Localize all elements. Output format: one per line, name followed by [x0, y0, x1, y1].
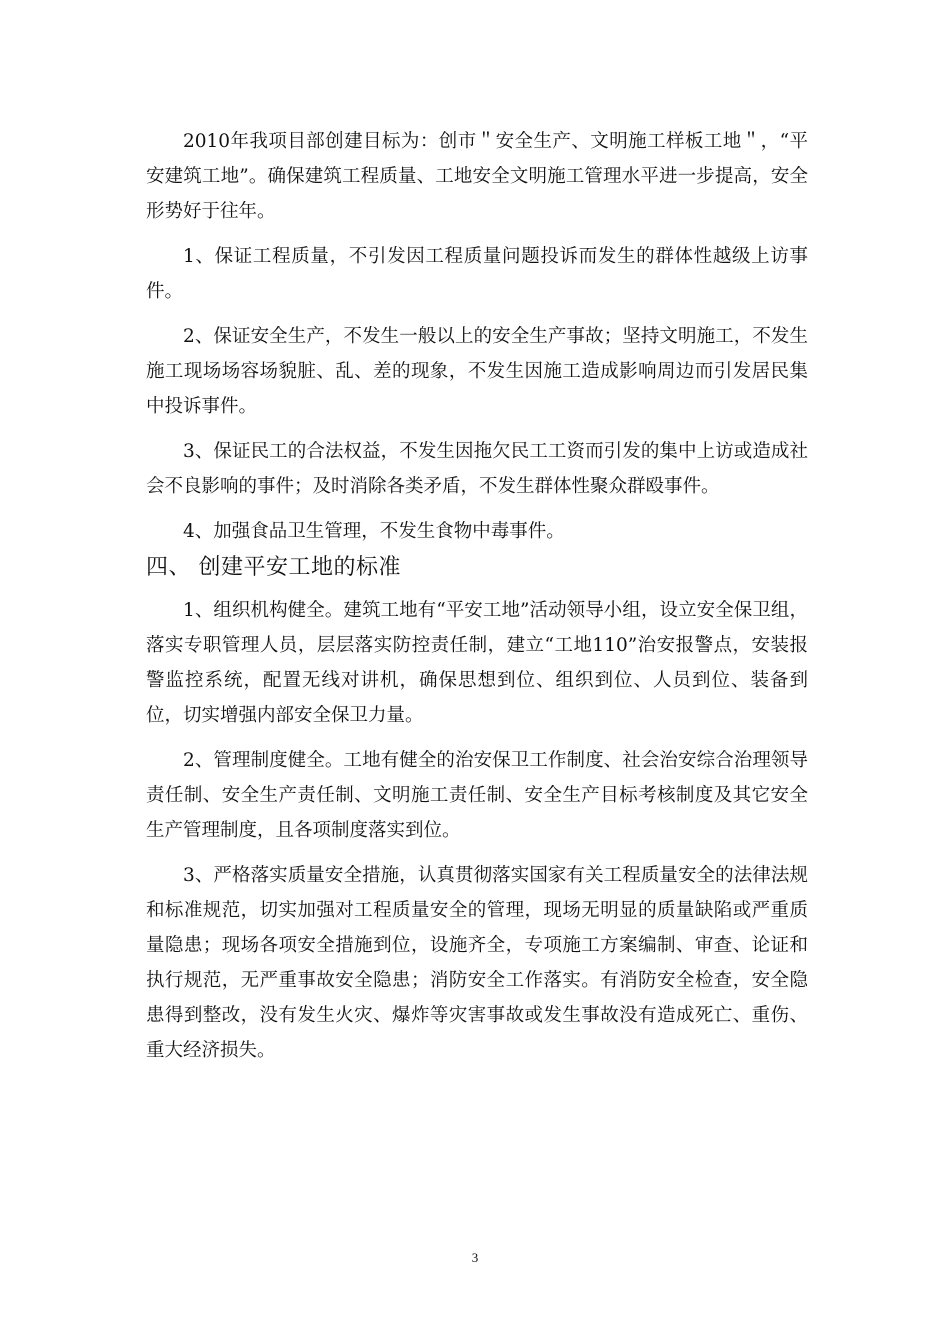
standard-item-1: 1、组织机构健全。建筑工地有“平安工地”活动领导小组，设立安全保卫组，落实专职管理人员，层层落实防控责任制，建立“工地110”治安报警点，安装报警监控系统，配置无线对讲机，确保思想到位、组织到位、人员到位、装备到位，切实增强内部安全保卫力量。: [146, 600, 808, 726]
goal-item-1: 1、保证工程质量，不引发因工程质量问题投诉而发生的群体性越级上访事件。: [146, 246, 808, 302]
intro-paragraph: 2010年我项目部创建目标为：创市＂安全生产、文明施工样板工地＂，“平安建筑工地”。确保建筑工程质量、工地安全文明施工管理水平进一步提高，安全形势好于往年。: [146, 131, 808, 222]
document-body: [146, 124, 808, 1078]
section-heading: 四、 创建平安工地的标准: [146, 555, 401, 580]
goal-item-3: 3、保证民工的合法权益，不发生因拖欠民工工资而引发的集中上访或造成社会不良影响的事件；及时消除各类矛盾，不发生群体性聚众群殴事件。: [146, 441, 808, 497]
goal-item-2: 2、保证安全生产，不发生一般以上的安全生产事故；坚持文明施工，不发生施工现场场容场貌脏、乱、差的现象，不发生因施工造成影响周边而引发居民集中投诉事件。: [146, 326, 808, 417]
goal-item-4: 4、加强食品卫生管理，不发生食物中毒事件。: [183, 521, 565, 542]
standard-item-2: 2、管理制度健全。工地有健全的治安保卫工作制度、社会治安综合治理领导责任制、安全生产责任制、文明施工责任制、安全生产目标考核制度及其它安全生产管理制度，且各项制度落实到位。: [146, 750, 808, 841]
page-number: 3: [471, 1250, 479, 1265]
standard-item-3: 3、严格落实质量安全措施，认真贯彻落实国家有关工程质量安全的法律法规和标准规范，切实加强对工程质量安全的管理，现场无明显的质量缺陷或严重质量隐患；现场各项安全措施到位，设施齐全，专项施工方案编制、审查、论证和执行规范，无严重事故安全隐患；消防安全工作落实。有消防安全检查，安全隐患得到整改，没有发生火灾、爆炸等灾害事故或发生事故没有造成死亡、重伤、重大经济损失。: [146, 865, 808, 1061]
